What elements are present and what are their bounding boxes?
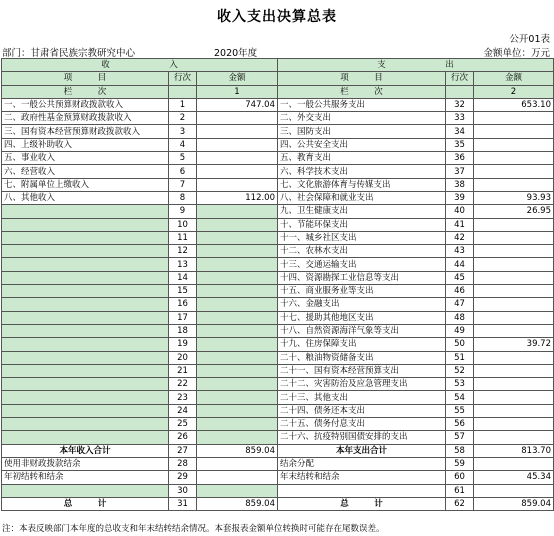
table-row: [2, 98, 554, 111]
table-row: [2, 324, 554, 337]
unit-label: 金额单位：万元: [483, 48, 550, 59]
table-row: [2, 271, 554, 284]
expense-row-number: 42: [446, 231, 474, 244]
expense-row-number: 61: [446, 484, 474, 497]
income-row-number: 1: [169, 98, 197, 111]
expense-col-index: 2: [474, 85, 554, 98]
expense-item: 二十二、灾害防治及应急管理支出: [278, 378, 446, 391]
expense-row-number: 51: [446, 351, 474, 364]
expense-row-number: 45: [446, 271, 474, 284]
expense-amount: 93.93: [474, 191, 554, 204]
income-row-number: 29: [169, 471, 197, 484]
expense-amount: [474, 351, 554, 364]
income-row-number: 19: [169, 338, 197, 351]
expense-item: 二十三、其他支出: [278, 391, 446, 404]
income-total-amount: [197, 471, 278, 484]
income-item: [2, 285, 169, 298]
income-amount: [197, 231, 278, 244]
income-row-number: 20: [169, 351, 197, 364]
expense-amount: [474, 258, 554, 271]
income-amount: [197, 418, 278, 431]
expense-amount: [474, 231, 554, 244]
income-item: 四、上级补助收入: [2, 138, 169, 151]
income-item: [2, 378, 169, 391]
expense-total-amount: 859.04: [474, 497, 554, 510]
table-row: [2, 231, 554, 244]
expense-item: 六、科学技术支出: [278, 165, 446, 178]
income-amount: [197, 338, 278, 351]
expense-item: 十三、交通运输支出: [278, 258, 446, 271]
income-amount: [197, 391, 278, 404]
table-row: [2, 418, 554, 431]
expense-amount: [474, 378, 554, 391]
expense-amount: 39.72: [474, 338, 554, 351]
income-rowno-header: 行次: [169, 72, 197, 85]
income-item: [2, 271, 169, 284]
income-row-number: 12: [169, 245, 197, 258]
expense-amount: [474, 418, 554, 431]
expense-row-number: 52: [446, 364, 474, 377]
expense-row-number: 60: [446, 471, 474, 484]
total-row: [2, 484, 554, 497]
income-item: [2, 245, 169, 258]
expense-item: 十二、农林水支出: [278, 245, 446, 258]
expense-item: 二、外交支出: [278, 112, 446, 125]
income-item: [2, 364, 169, 377]
income-row-number: 21: [169, 364, 197, 377]
income-amount: [197, 245, 278, 258]
expense-row-number: 41: [446, 218, 474, 231]
income-row-number: 16: [169, 298, 197, 311]
income-amount: [197, 324, 278, 337]
income-total-label: 总 计: [2, 497, 169, 510]
income-row-number: 15: [169, 285, 197, 298]
table-row: [2, 205, 554, 218]
expense-amount: [474, 431, 554, 444]
expense-total-label: 总 计: [278, 497, 446, 510]
expense-total-label: 年末结转和结余: [278, 471, 446, 484]
expense-row-number: 56: [446, 418, 474, 431]
expense-col-label: 栏 次: [278, 85, 446, 98]
expense-item: 二十一、国有资本经营预算支出: [278, 364, 446, 377]
income-row-number: 4: [169, 138, 197, 151]
income-item: [2, 404, 169, 417]
income-amount-header: 金额: [197, 72, 278, 85]
table-row: [2, 298, 554, 311]
expense-total-label: [278, 484, 446, 497]
income-item: 三、国有资本经营预算财政拨款收入: [2, 125, 169, 138]
total-row: [2, 471, 554, 484]
income-section-header: 收 入: [2, 59, 278, 72]
income-row-number: 27: [169, 444, 197, 457]
income-item: [2, 311, 169, 324]
income-row-number: 9: [169, 205, 197, 218]
expense-row-number: 40: [446, 205, 474, 218]
income-row-number: 17: [169, 311, 197, 324]
expense-amount: [474, 112, 554, 125]
income-item: [2, 391, 169, 404]
table-row: [2, 378, 554, 391]
income-row-number: 3: [169, 125, 197, 138]
expense-item: 二十四、债务还本支出: [278, 404, 446, 417]
expense-amount: [474, 178, 554, 191]
income-amount: [197, 165, 278, 178]
income-item: 五、事业收入: [2, 152, 169, 165]
expense-amount: [474, 364, 554, 377]
income-row-number: 30: [169, 484, 197, 497]
income-amount: [197, 351, 278, 364]
income-row-number: 26: [169, 431, 197, 444]
expense-item: 二十五、债务付息支出: [278, 418, 446, 431]
expense-row-number: 58: [446, 444, 474, 457]
table-row: [2, 431, 554, 444]
income-item: [2, 324, 169, 337]
income-item: 八、其他收入: [2, 191, 169, 204]
expense-row-number: 33: [446, 112, 474, 125]
expense-row-number: 47: [446, 298, 474, 311]
income-item: [2, 298, 169, 311]
table-row: [2, 351, 554, 364]
income-row-number: 25: [169, 418, 197, 431]
table-row: [2, 338, 554, 351]
income-amount: [197, 404, 278, 417]
expense-item: 七、文化旅游体育与传媒支出: [278, 178, 446, 191]
expense-item: 一、一般公共服务支出: [278, 98, 446, 111]
expense-total-label: 本年支出合计: [278, 444, 446, 457]
income-row-number: 11: [169, 231, 197, 244]
table-row: [2, 112, 554, 125]
expense-amount-header: 金额: [474, 72, 554, 85]
section-header-row: [2, 59, 554, 72]
table-row: [2, 404, 554, 417]
expense-row-number: 34: [446, 125, 474, 138]
expense-item-header: 项 目: [278, 72, 446, 85]
table-row: [2, 391, 554, 404]
expense-total-amount: 813.70: [474, 444, 554, 457]
expense-row-number: 43: [446, 245, 474, 258]
income-row-number: 7: [169, 178, 197, 191]
expense-rowno-header: 行次: [446, 72, 474, 85]
income-item: [2, 338, 169, 351]
income-amount: 747.04: [197, 98, 278, 111]
income-row-number: 2: [169, 112, 197, 125]
expense-row-number: 55: [446, 404, 474, 417]
column-header-row: [2, 72, 554, 85]
expense-row-number: 62: [446, 497, 474, 510]
expense-row-number: 37: [446, 165, 474, 178]
income-row-number: 13: [169, 258, 197, 271]
income-col-label: 栏 次: [2, 85, 169, 98]
income-row-number: 10: [169, 218, 197, 231]
income-item: [2, 205, 169, 218]
income-amount: [197, 285, 278, 298]
form-number: 公开01表: [509, 34, 550, 45]
income-amount: [197, 138, 278, 151]
expense-total-amount: [474, 457, 554, 470]
expense-amount: [474, 311, 554, 324]
expense-row-number: 46: [446, 285, 474, 298]
expense-amount: 26.95: [474, 205, 554, 218]
expense-item: 十七、援助其他地区支出: [278, 311, 446, 324]
expense-row-number: 44: [446, 258, 474, 271]
table-row: [2, 152, 554, 165]
income-amount: [197, 218, 278, 231]
department-label: 部门：甘肃省民族宗教研究中心: [2, 48, 136, 59]
income-row-number: 22: [169, 378, 197, 391]
expense-amount: [474, 404, 554, 417]
income-amount: [197, 378, 278, 391]
expense-row-number: 48: [446, 311, 474, 324]
expense-amount: [474, 152, 554, 165]
income-row-number: 23: [169, 391, 197, 404]
expense-item: 四、公共安全支出: [278, 138, 446, 151]
income-total-label: 年初结转和结余: [2, 471, 169, 484]
income-amount: [197, 112, 278, 125]
income-amount: [197, 258, 278, 271]
total-row: [2, 497, 554, 510]
income-item-header: 项 目: [2, 72, 169, 85]
income-item: 一、一般公共预算财政拨款收入: [2, 98, 169, 111]
income-total-amount: [197, 484, 278, 497]
expense-item: 二十、粮油物资储备支出: [278, 351, 446, 364]
expense-row-number: 38: [446, 178, 474, 191]
expense-row-number: 35: [446, 138, 474, 151]
expense-amount: [474, 324, 554, 337]
income-total-label: [2, 484, 169, 497]
expense-item: 十一、城乡社区支出: [278, 231, 446, 244]
expense-item: 十、节能环保支出: [278, 218, 446, 231]
year-label: 2020年度: [214, 48, 258, 59]
table-row: [2, 165, 554, 178]
expense-amount: [474, 138, 554, 151]
expense-item: 五、教育支出: [278, 152, 446, 165]
income-amount: 112.00: [197, 191, 278, 204]
income-item: [2, 231, 169, 244]
income-amount: [197, 152, 278, 165]
income-item: [2, 431, 169, 444]
income-total-label: 使用非财政拨款结余: [2, 457, 169, 470]
expense-row-number: 59: [446, 457, 474, 470]
expense-section-header: 支 出: [278, 59, 554, 72]
expense-row-number: 50: [446, 338, 474, 351]
table-row: [2, 138, 554, 151]
expense-row-number: 36: [446, 152, 474, 165]
summary-table: [1, 58, 554, 511]
footnote: 注：本表反映部门本年度的总收支和年末结转结余情况。本套报表金额单位转换时可能存在尾数误差。: [2, 524, 385, 534]
expense-item: 十五、商业服务业等支出: [278, 285, 446, 298]
income-item: [2, 218, 169, 231]
table-row: [2, 191, 554, 204]
income-row-number: 28: [169, 457, 197, 470]
income-row-number: 8: [169, 191, 197, 204]
income-amount: [197, 311, 278, 324]
income-row-number: 14: [169, 271, 197, 284]
expense-item: 九、卫生健康支出: [278, 205, 446, 218]
income-amount: [197, 364, 278, 377]
expense-row-number: 32: [446, 98, 474, 111]
expense-amount: [474, 271, 554, 284]
expense-row-number: 39: [446, 191, 474, 204]
expense-item: 三、国防支出: [278, 125, 446, 138]
expense-amount: [474, 298, 554, 311]
expense-amount: [474, 218, 554, 231]
table-row: [2, 245, 554, 258]
expense-amount: [474, 245, 554, 258]
income-row-number: 24: [169, 404, 197, 417]
income-total-amount: 859.04: [197, 444, 278, 457]
income-amount: [197, 271, 278, 284]
expense-item: 八、社会保障和就业支出: [278, 191, 446, 204]
table-row: [2, 125, 554, 138]
expense-amount: [474, 125, 554, 138]
income-amount: [197, 431, 278, 444]
expense-amount: [474, 391, 554, 404]
income-row-number: 18: [169, 324, 197, 337]
income-col-index: 1: [197, 85, 278, 98]
income-item: [2, 258, 169, 271]
income-total-label: 本年收入合计: [2, 444, 169, 457]
expense-amount: [474, 285, 554, 298]
total-row: [2, 457, 554, 470]
expense-item: 十六、金融支出: [278, 298, 446, 311]
table-row: [2, 218, 554, 231]
expense-total-label: 结余分配: [278, 457, 446, 470]
table-row: [2, 178, 554, 191]
income-item: 七、附属单位上缴收入: [2, 178, 169, 191]
income-total-amount: [197, 457, 278, 470]
income-amount: [197, 125, 278, 138]
expense-total-amount: [474, 484, 554, 497]
expense-row-number: 54: [446, 391, 474, 404]
expense-amount: 653.10: [474, 98, 554, 111]
column-index-row: [2, 85, 554, 98]
income-row-number: 5: [169, 152, 197, 165]
income-amount: [197, 178, 278, 191]
expense-item: 十九、住房保障支出: [278, 338, 446, 351]
income-total-amount: 859.04: [197, 497, 278, 510]
income-row-number: 6: [169, 165, 197, 178]
income-item: [2, 418, 169, 431]
table-row: [2, 285, 554, 298]
expense-row-number: 57: [446, 431, 474, 444]
income-amount: [197, 298, 278, 311]
income-item: [2, 351, 169, 364]
income-item: 六、经营收入: [2, 165, 169, 178]
income-row-number: 31: [169, 497, 197, 510]
income-item: 二、政府性基金预算财政拨款收入: [2, 112, 169, 125]
table-row: [2, 311, 554, 324]
expense-amount: [474, 165, 554, 178]
table-row: [2, 364, 554, 377]
table-row: [2, 258, 554, 271]
expense-item: 十八、自然资源海洋气象等支出: [278, 324, 446, 337]
expense-row-number: 53: [446, 378, 474, 391]
expense-item: 二十六、抗疫特别国债安排的支出: [278, 431, 446, 444]
expense-item: 十四、资源勘探工业信息等支出: [278, 271, 446, 284]
expense-row-number: 49: [446, 324, 474, 337]
total-row: [2, 444, 554, 457]
page-title: 收入支出决算总表: [217, 9, 337, 25]
income-amount: [197, 205, 278, 218]
expense-total-amount: 45.34: [474, 471, 554, 484]
